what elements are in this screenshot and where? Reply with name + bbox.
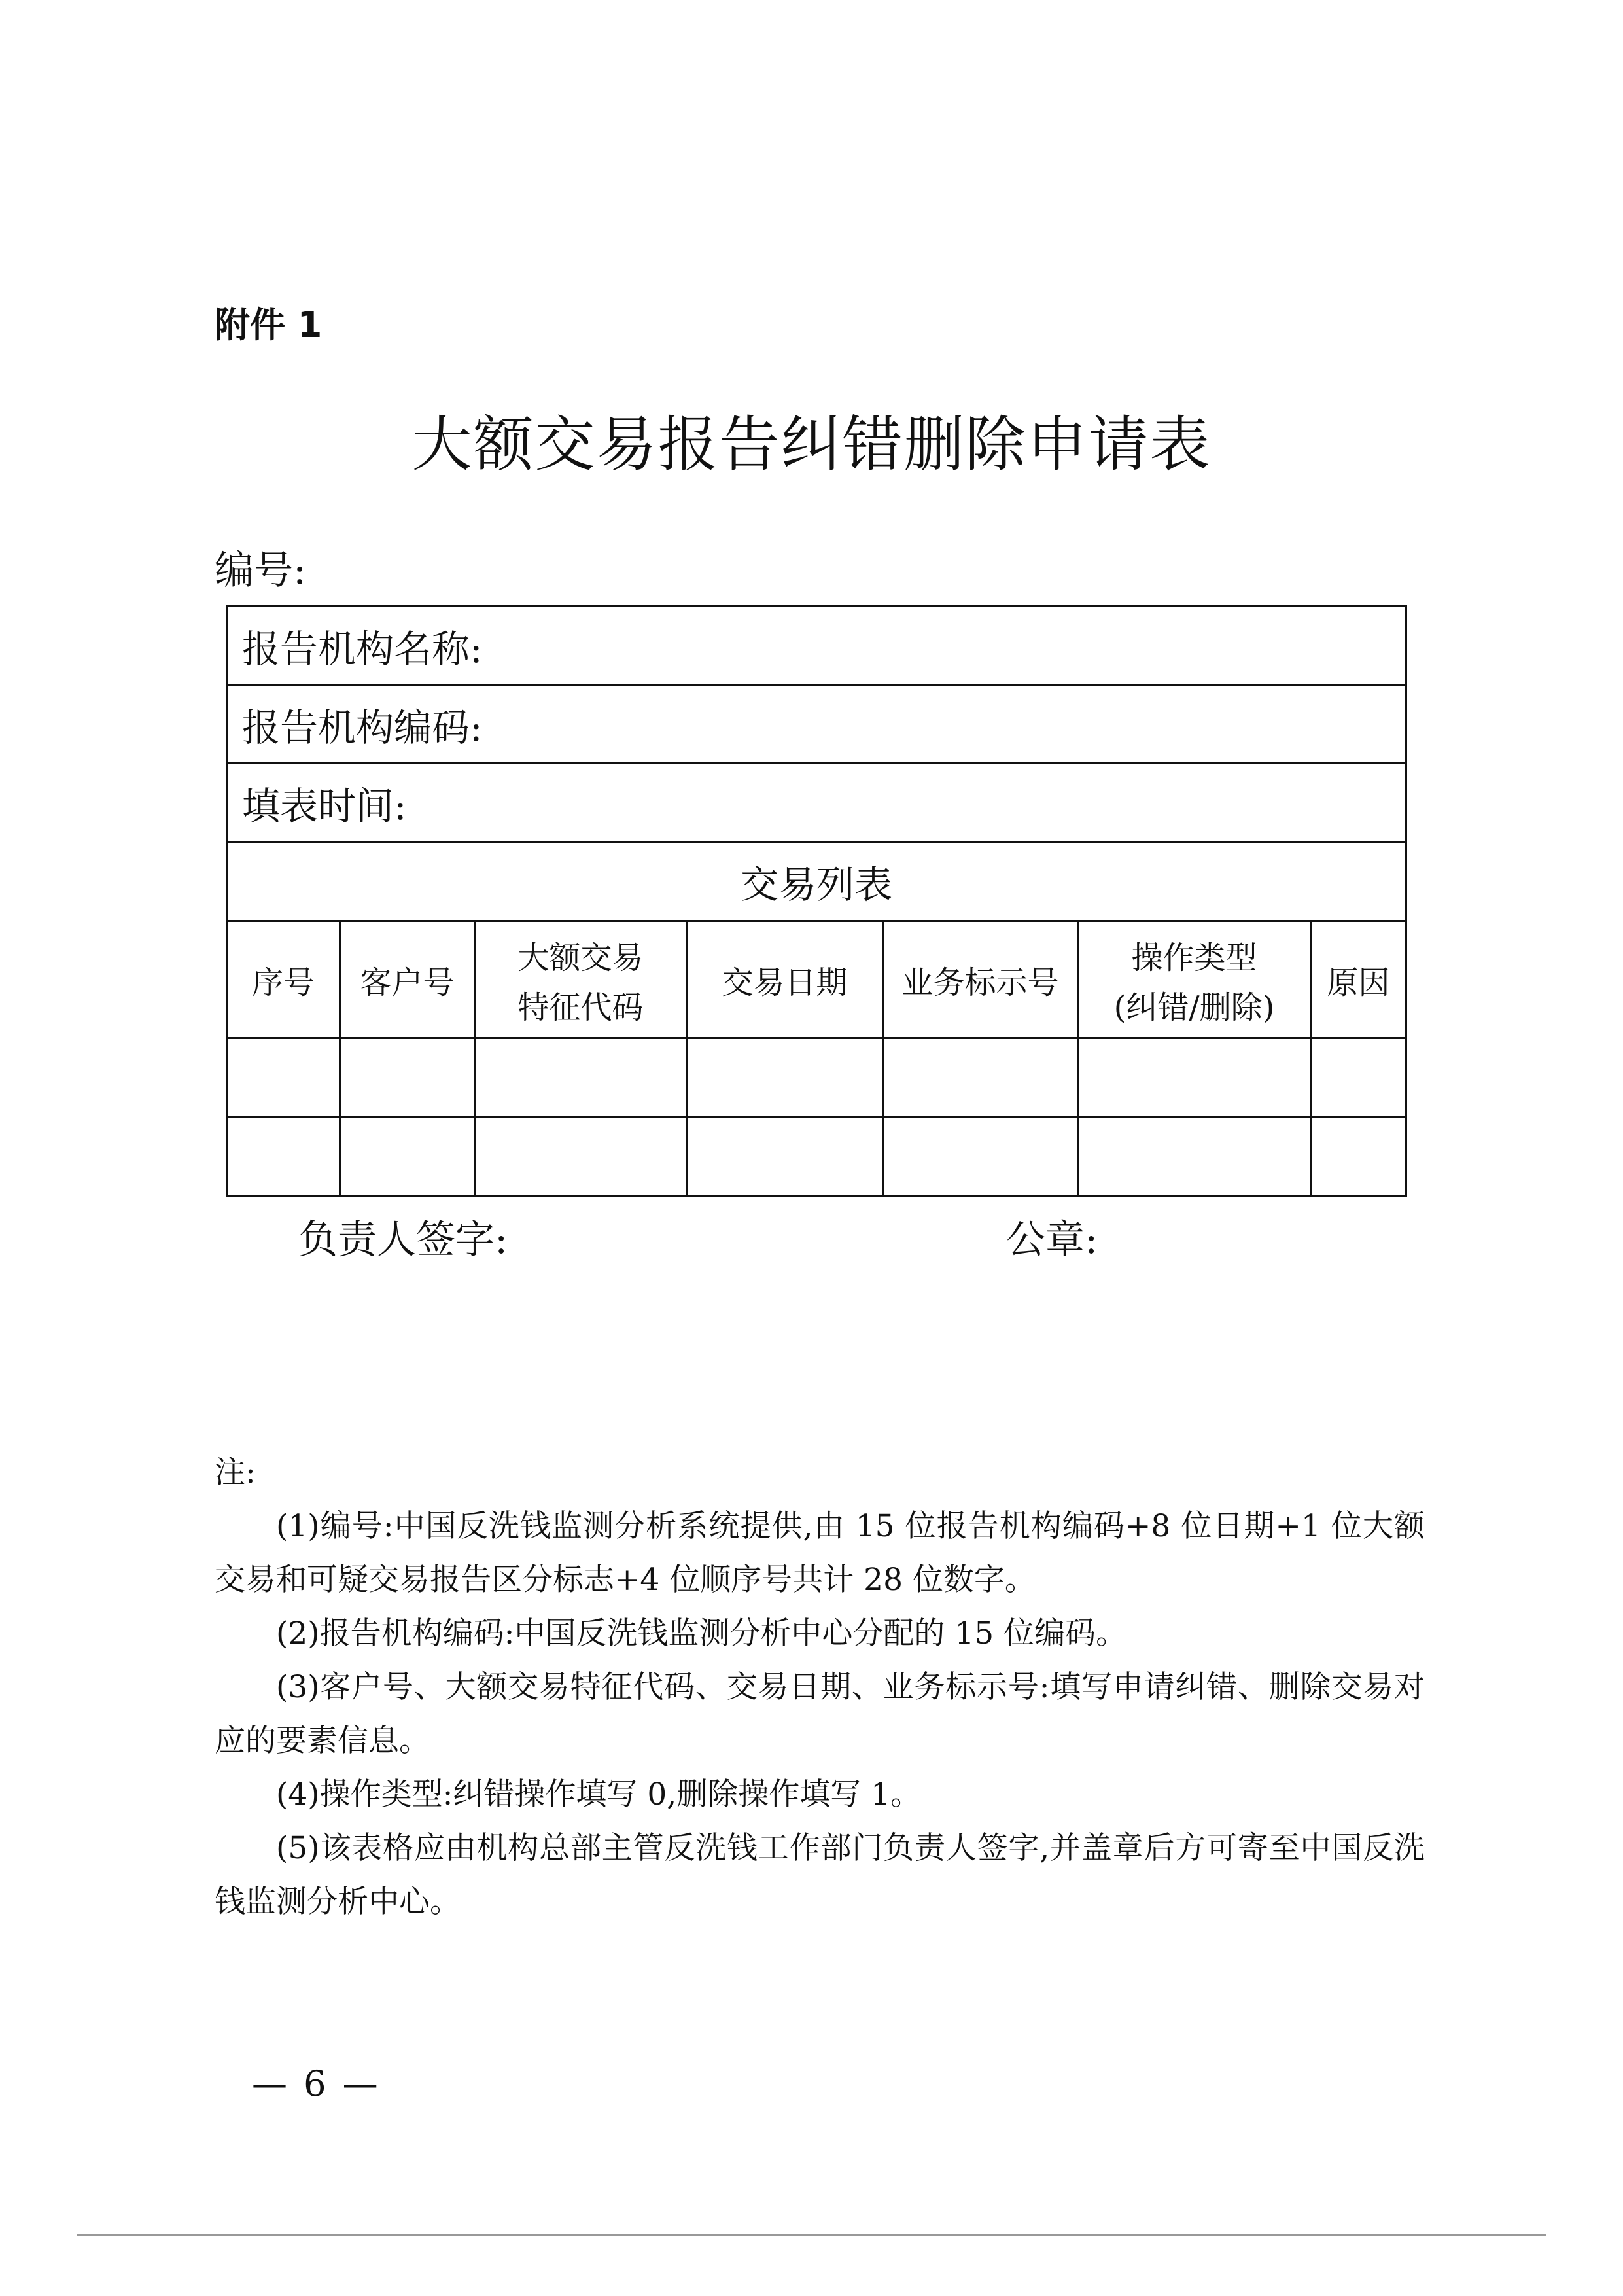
table-cell xyxy=(475,1118,687,1197)
column-header-seq xyxy=(227,921,340,1038)
notes-section xyxy=(215,1446,1425,1929)
table-header-row xyxy=(227,921,1406,1038)
form-title: 大额交易报告纠错删除申请表 xyxy=(411,410,1212,480)
table-cell xyxy=(475,1038,687,1118)
table-cell xyxy=(1311,1118,1406,1197)
column-header-line: 操作类型 xyxy=(1131,940,1257,976)
table-cell xyxy=(1078,1038,1311,1118)
column-header-line: 原因 xyxy=(1327,964,1390,1001)
column-header-line: 业务标示号 xyxy=(901,964,1059,1001)
column-header-line: 大额交易 xyxy=(517,940,644,976)
column-header-line: 序号 xyxy=(251,964,315,1001)
column-header-customer-id xyxy=(340,921,475,1038)
column-header-transaction-date xyxy=(687,921,883,1038)
table-cell xyxy=(687,1038,883,1118)
table-cell xyxy=(1311,1038,1406,1118)
note-item: (4)操作类型:纠错操作填写 0,删除操作填写 1。 xyxy=(276,1776,922,1812)
footer-divider xyxy=(77,2234,1546,2236)
fill-date-label: 填表时间: xyxy=(227,764,1406,842)
transaction-list-title-row xyxy=(227,842,1406,921)
page-number: — 6 — xyxy=(252,2063,381,2104)
table-cell xyxy=(883,1118,1078,1197)
application-form-table xyxy=(226,605,1407,1197)
notes-label: 注: xyxy=(215,1455,256,1491)
column-header-line: 客户号 xyxy=(360,964,455,1001)
institution-name-row xyxy=(227,607,1406,685)
table-row xyxy=(227,1118,1406,1197)
table-cell xyxy=(340,1038,475,1118)
institution-code-label: 报告机构编码: xyxy=(227,685,1406,764)
table-cell xyxy=(227,1118,340,1197)
fill-date-row xyxy=(227,764,1406,842)
column-header-feature-code xyxy=(475,921,687,1038)
table-cell xyxy=(227,1038,340,1118)
attachment-label: 附件 1 xyxy=(215,304,323,345)
table-cell xyxy=(340,1118,475,1197)
note-item: (3)客户号、大额交易特征代码、交易日期、业务标示号:填写申请纠错、删除交易对应的要素信息。 xyxy=(215,1669,1425,1759)
column-header-line: (纠错/删除) xyxy=(1113,989,1275,1026)
table-cell xyxy=(687,1118,883,1197)
table-row xyxy=(227,1038,1406,1118)
table-cell xyxy=(883,1038,1078,1118)
seal-label: 公章: xyxy=(1006,1217,1098,1263)
transaction-list-title: 交易列表 xyxy=(227,842,1406,921)
column-header-business-id xyxy=(883,921,1078,1038)
column-header-line: 交易日期 xyxy=(722,964,848,1001)
note-item: (5)该表格应由机构总部主管反洗钱工作部门负责人签字,并盖章后方可寄至中国反洗钱监测分析中心。 xyxy=(215,1830,1425,1920)
serial-number-label: 编号: xyxy=(215,548,307,593)
column-header-line: 特征代码 xyxy=(517,989,644,1026)
table-cell xyxy=(1078,1118,1311,1197)
column-header-operation-type xyxy=(1078,921,1311,1038)
column-header-reason xyxy=(1311,921,1406,1038)
institution-code-row xyxy=(227,685,1406,764)
note-item: (1)编号:中国反洗钱监测分析系统提供,由 15 位报告机构编码+8 位日期+1 位大额交易和可疑交易报告区分标志+4 位顺序号共计 28 位数字。 xyxy=(215,1508,1425,1598)
institution-name-label: 报告机构名称: xyxy=(227,607,1406,685)
note-item: (2)报告机构编码:中国反洗钱监测分析中心分配的 15 位编码。 xyxy=(276,1616,1127,1651)
signature-label: 负责人签字: xyxy=(298,1217,508,1263)
